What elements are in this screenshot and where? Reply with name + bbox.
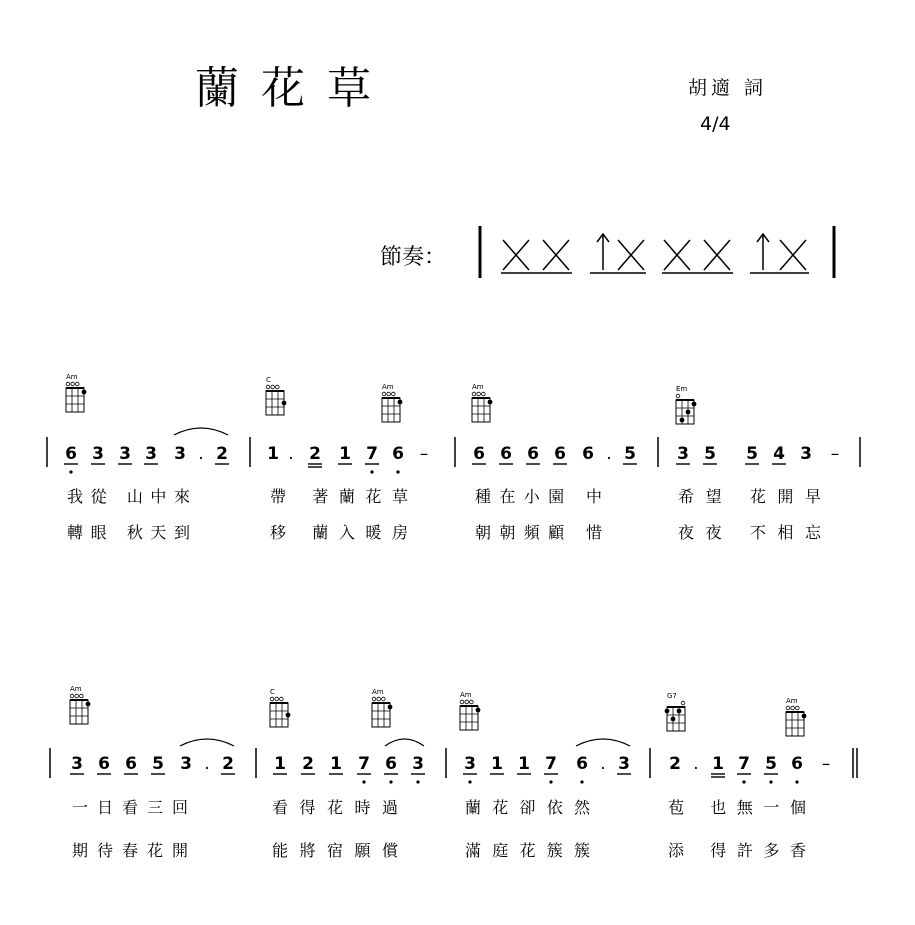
octave-dot-below: [549, 780, 552, 783]
lyric-line-2: 滿庭花簇簇: [465, 841, 590, 860]
jianpu-note: 1: [491, 754, 503, 774]
open-string-mark: [377, 697, 381, 701]
jianpu-note: 6: [65, 444, 77, 464]
chord-diagram-am: [382, 383, 402, 422]
finger-dot: [677, 709, 682, 714]
finger-dot: [286, 713, 291, 718]
open-string-mark: [275, 697, 279, 701]
open-string-mark: [372, 697, 376, 701]
fretboard: [460, 706, 478, 730]
time-signature: 4/4: [700, 113, 731, 135]
fretboard: [66, 388, 84, 412]
open-string-mark: [460, 700, 464, 704]
fretboard: [786, 712, 804, 736]
jianpu-note: 1: [267, 444, 279, 464]
finger-dot: [86, 702, 91, 707]
lyric-line-1: 希望 花開早: [678, 487, 821, 506]
octave-dot-below: [580, 780, 583, 783]
jianpu-note: 3: [119, 444, 131, 464]
finger-dot: [82, 390, 87, 395]
notation-symbol: –: [419, 444, 429, 464]
jianpu-note: 1: [712, 754, 724, 774]
lyric-line-2: 夜夜 不相忘: [678, 523, 821, 542]
chord-name: Am: [70, 685, 82, 693]
jianpu-note: 6: [473, 444, 485, 464]
notation-symbol: .: [693, 754, 699, 774]
chord-diagram-g7: [665, 692, 685, 731]
jianpu-note: 5: [624, 444, 636, 464]
chord-diagram-c: [266, 376, 286, 415]
jianpu-note: 7: [738, 754, 750, 774]
open-string-mark: [392, 392, 396, 396]
open-string-mark: [382, 697, 386, 701]
open-string-mark: [271, 385, 275, 389]
chord-diagram-am: [66, 373, 86, 412]
jianpu-note: 7: [545, 754, 557, 774]
octave-dot-below: [742, 780, 745, 783]
open-string-mark: [472, 392, 476, 396]
finger-dot: [671, 717, 676, 722]
jianpu-note: 3: [464, 754, 476, 774]
chord-name: Am: [372, 688, 384, 696]
jianpu-note: 3: [145, 444, 157, 464]
jianpu-note: 3: [180, 754, 192, 774]
chord-name: Am: [382, 383, 394, 391]
finger-dot: [802, 714, 807, 719]
chord-diagram-am: [472, 383, 492, 422]
jianpu-note: 4: [773, 444, 785, 464]
fretboard: [70, 700, 88, 724]
chord-name: Am: [460, 691, 472, 699]
chord-name: C: [266, 376, 271, 384]
octave-dot-below: [396, 470, 399, 473]
jianpu-note: 1: [330, 754, 342, 774]
open-string-mark: [477, 392, 481, 396]
open-string-mark: [266, 385, 270, 389]
lyric-line-2: 期待春花開: [72, 841, 188, 860]
jianpu-note: 6: [125, 754, 137, 774]
notation-symbol: –: [821, 754, 831, 774]
jianpu-note: 5: [152, 754, 164, 774]
lyric-line-1: 蘭花卻依然: [465, 798, 590, 817]
jianpu-note: 5: [765, 754, 777, 774]
song-title: 蘭花草: [195, 63, 393, 114]
open-string-mark: [70, 694, 74, 698]
octave-dot-below: [389, 780, 392, 783]
finger-dot: [398, 400, 403, 405]
jianpu-note: 6: [527, 444, 539, 464]
jianpu-note: 2: [222, 754, 234, 774]
fretboard: [266, 391, 284, 415]
octave-dot-below: [370, 470, 373, 473]
chord-diagram-am: [460, 691, 480, 730]
jianpu-note: 6: [500, 444, 512, 464]
open-string-mark: [796, 706, 800, 710]
open-string-mark: [387, 392, 391, 396]
jianpu-note: 3: [71, 754, 83, 774]
tie-arc: [385, 739, 424, 746]
notation-symbol: .: [198, 444, 204, 464]
finger-dot: [680, 418, 685, 423]
finger-dot: [388, 705, 393, 710]
lyric-line-2: 轉眼 秋天到: [67, 523, 190, 542]
finger-dot: [282, 401, 287, 406]
notation-symbol: .: [204, 754, 210, 774]
jianpu-note: 2: [669, 754, 681, 774]
open-string-mark: [786, 706, 790, 710]
chord-name: Am: [66, 373, 78, 381]
tie-arc: [180, 739, 234, 746]
open-string-mark: [66, 382, 70, 386]
octave-dot-below: [795, 780, 798, 783]
jianpu-note: 3: [174, 444, 186, 464]
finger-dot: [476, 708, 481, 713]
chord-diagram-am: [70, 685, 90, 724]
tie-arc: [174, 428, 228, 435]
jianpu-note: 6: [392, 444, 404, 464]
jianpu-note: 6: [554, 444, 566, 464]
notation-symbol: .: [606, 444, 612, 464]
jianpu-note: 3: [92, 444, 104, 464]
open-string-mark: [280, 697, 284, 701]
open-string-mark: [71, 382, 75, 386]
open-string-mark: [270, 697, 274, 701]
octave-dot-below: [362, 780, 365, 783]
finger-dot: [665, 709, 670, 714]
chord-diagram-em: [676, 385, 696, 424]
fretboard: [676, 400, 694, 424]
finger-dot: [692, 402, 697, 407]
lyric-line-1: 苞 也無一個: [668, 798, 806, 817]
jianpu-note: 3: [618, 754, 630, 774]
jianpu-note: 1: [274, 754, 286, 774]
notation-symbol: –: [830, 444, 840, 464]
jianpu-note: 6: [791, 754, 803, 774]
jianpu-note: 6: [576, 754, 588, 774]
jianpu-note: 6: [582, 444, 594, 464]
jianpu-note: 2: [302, 754, 314, 774]
jianpu-note: 5: [704, 444, 716, 464]
octave-dot-below: [416, 780, 419, 783]
open-string-mark: [382, 392, 386, 396]
notation-symbol: .: [288, 444, 294, 464]
chord-name: Em: [676, 385, 688, 393]
jianpu-note: 6: [385, 754, 397, 774]
lyric-line-2: 移 蘭入暖房: [270, 523, 408, 542]
octave-dot-below: [769, 780, 772, 783]
open-string-mark: [76, 382, 80, 386]
lyric-line-1: 看得花時過: [272, 798, 398, 817]
rhythm-label: 節奏：: [380, 245, 447, 270]
lyricist-credit: 胡適 詞: [688, 77, 768, 99]
open-string-mark: [276, 385, 280, 389]
octave-dot-below: [69, 470, 72, 473]
open-string-mark: [75, 694, 79, 698]
jianpu-note: 1: [518, 754, 530, 774]
chord-diagram-am: [372, 688, 392, 727]
chord-name: G7: [667, 692, 677, 700]
lyric-line-1: 一日看三回: [72, 798, 188, 817]
fretboard: [270, 703, 288, 727]
chord-name: Am: [786, 697, 798, 705]
jianpu-note: 7: [366, 444, 378, 464]
jianpu-note: 5: [746, 444, 758, 464]
jianpu-note: 2: [309, 444, 321, 464]
fretboard: [382, 398, 400, 422]
open-string-mark: [791, 706, 795, 710]
fretboard: [472, 398, 490, 422]
lyric-line-2: 朝朝頻顧 惜: [475, 523, 602, 542]
open-string-mark: [465, 700, 469, 704]
open-string-mark: [676, 394, 680, 398]
jianpu-note: 3: [412, 754, 424, 774]
chord-diagram-c: [270, 688, 290, 727]
chord-name: C: [270, 688, 275, 696]
open-string-mark: [482, 392, 486, 396]
open-string-mark: [681, 701, 685, 705]
chord-name: Am: [472, 383, 484, 391]
jianpu-note: 7: [358, 754, 370, 774]
octave-dot-below: [468, 780, 471, 783]
jianpu-note: 2: [216, 444, 228, 464]
open-string-mark: [80, 694, 84, 698]
jianpu-note: 3: [677, 444, 689, 464]
notation-symbol: .: [600, 754, 606, 774]
finger-dot: [686, 410, 691, 415]
lyric-line-1: 種在小園 中: [475, 487, 602, 506]
lyric-line-1: 帶 著蘭花草: [270, 487, 408, 506]
jianpu-note: 6: [98, 754, 110, 774]
chord-diagram-am: [786, 697, 806, 736]
jianpu-note: 1: [339, 444, 351, 464]
lyric-line-1: 我從 山中來: [67, 487, 190, 506]
finger-dot: [488, 400, 493, 405]
lyric-line-2: 能將宿願償: [272, 841, 398, 860]
jianpu-note: 3: [800, 444, 812, 464]
fretboard: [372, 703, 390, 727]
tie-arc: [576, 739, 630, 746]
fretboard: [667, 707, 685, 731]
open-string-mark: [470, 700, 474, 704]
lyric-line-2: 添 得許多香: [668, 841, 806, 860]
